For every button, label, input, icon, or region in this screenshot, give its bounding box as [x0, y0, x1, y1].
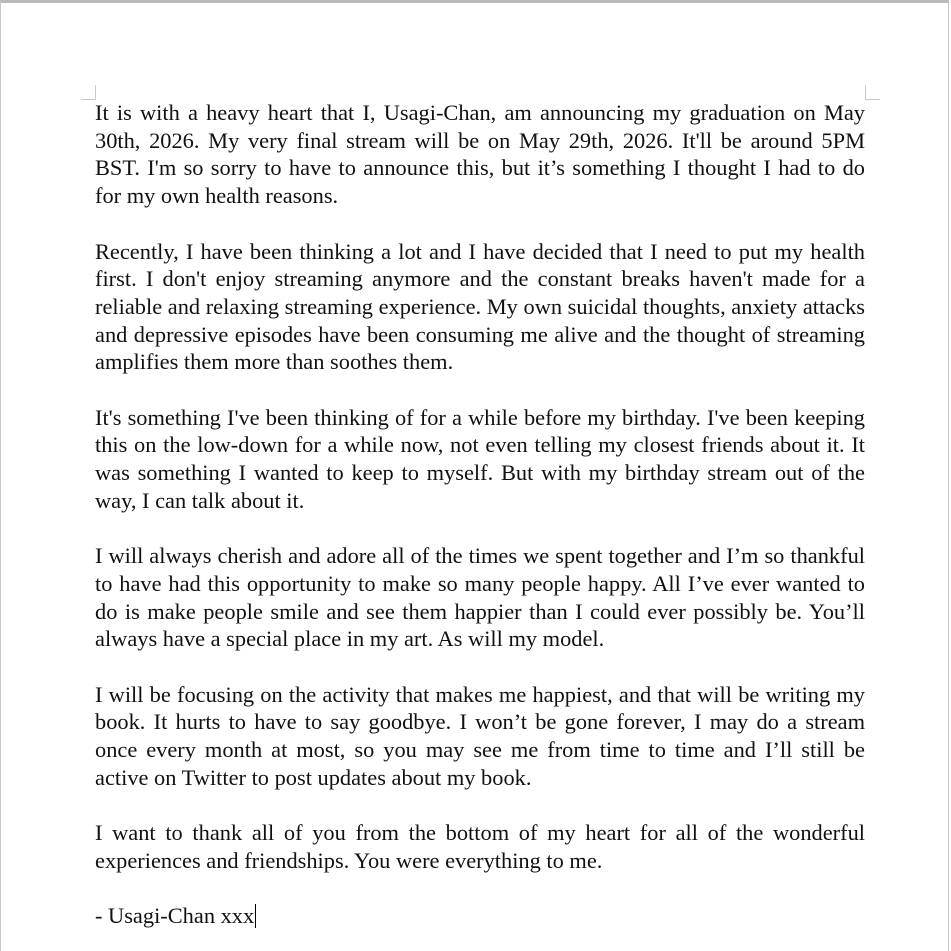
paragraph-thanks[interactable]: I want to thank all of you from the bottom of my heart for all of the wonderful experiences and friendships. You were everything to me.: [95, 820, 865, 873]
signature-line[interactable]: [95, 902, 865, 930]
page-margin-corner-top-left: [81, 85, 96, 100]
signature-text[interactable]: - Usagi-Chan xxx: [95, 903, 255, 929]
document-body[interactable]: [95, 99, 865, 930]
text-cursor: [255, 904, 256, 928]
paragraph-gratitude[interactable]: I will always cherish and adore all of the times we spent together and I’m so thankful to have had this opportunity to make so many people happy. All I’ve ever wanted to do is make people smile and see them happier than I could ever possibly be. You’ll always have a special place in my art. As will my model.: [95, 543, 865, 652]
paragraph-health[interactable]: Recently, I have been thinking a lot and I have decided that I need to put my health first. I don't enjoy streaming anymore and the constant breaks haven't made for a reliable and relaxing streaming experience. My own suicidal thoughts, anxiety attacks and depressive episodes have been consuming me alive and the thought of streaming amplifies them more than soothes them.: [95, 238, 865, 375]
paragraph-secret[interactable]: It's something I've been thinking of for a while before my birthday. I've been keeping this on the low-down for a while now, not even telling my closest friends about it. It was something I wanted to keep to myself. But with my birthday stream out of the way, I can talk about it.: [95, 404, 865, 513]
paragraph-future-plans[interactable]: I will be focusing on the activity that makes me happiest, and that will be writing my book. It hurts to have to say goodbye. I won’t be gone forever, I may do a stream once every month at most, so you may see me from time to time and I’ll still be active on Twitter to post updates about my book.: [95, 681, 865, 790]
page-margin-corner-top-right: [865, 85, 880, 100]
paragraph-announcement[interactable]: It is with a heavy heart that I, Usagi-Chan, am announcing my graduation on May 30th, 2026. My very final stream will be on May 29th, 2026. It'll be around 5PM BST. I'm so sorry to have to announce this, but it’s something I thought I had to do for my own health reasons.: [95, 100, 865, 209]
